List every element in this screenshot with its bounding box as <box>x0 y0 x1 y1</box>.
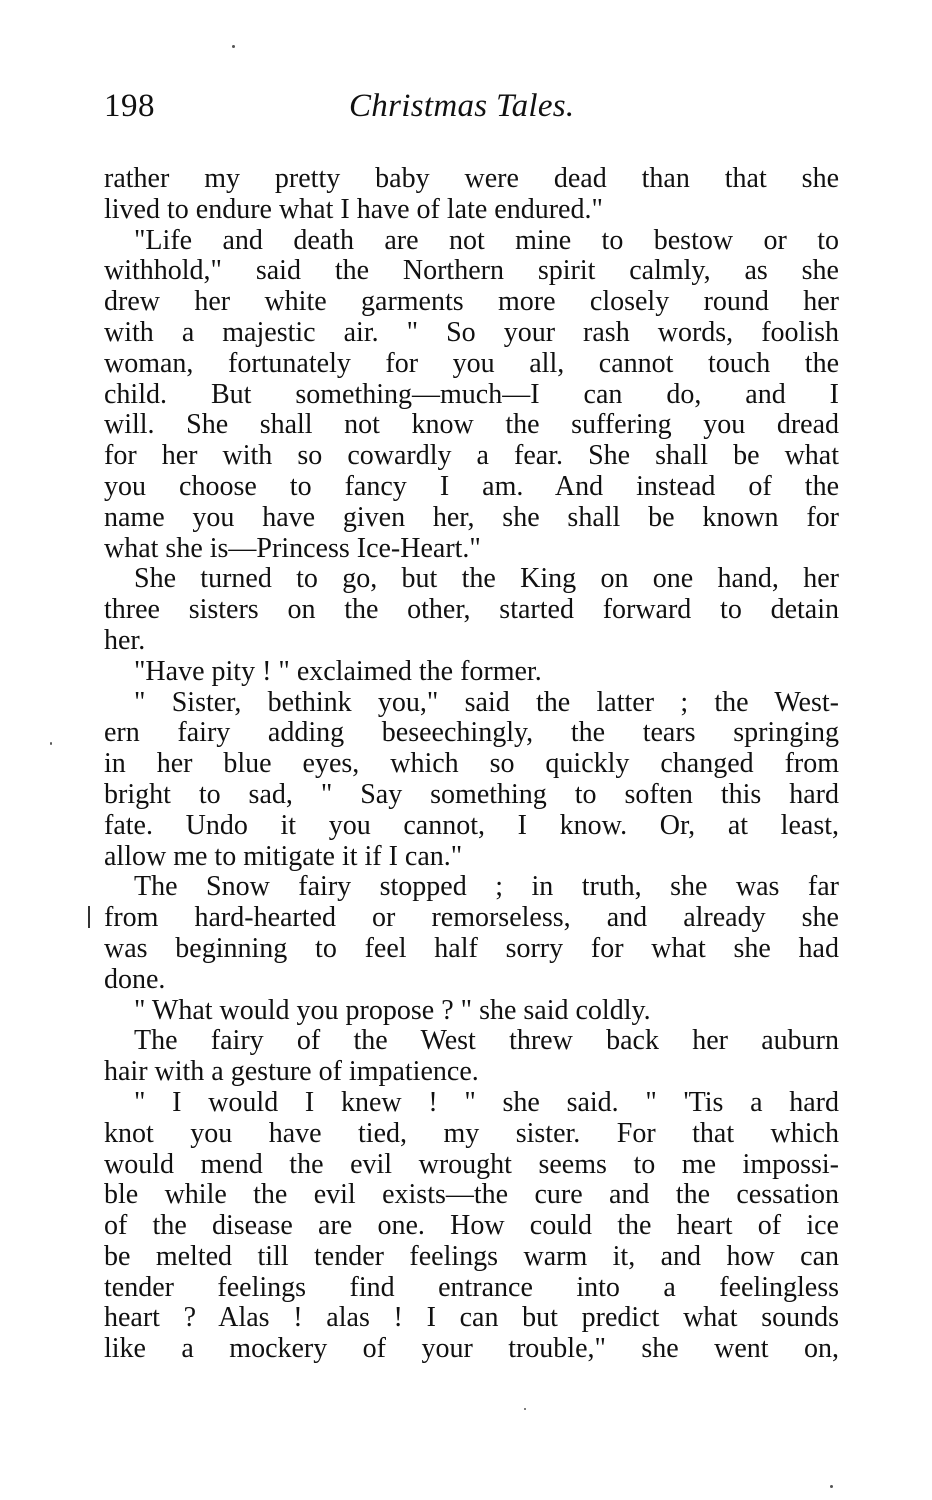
text-line: what she is—Princess Ice-Heart." <box>104 533 481 564</box>
text-line: her. <box>104 625 146 656</box>
print-speck <box>232 45 235 48</box>
text-line: will. She shall not know the suffering you dread <box>104 410 839 441</box>
text-line: woman, fortunately for you all, cannot touch the <box>104 348 839 379</box>
text-line: hair with a gesture of impatience. <box>104 1057 479 1088</box>
text-line: three sisters on the other, started forward to detain <box>104 595 839 626</box>
text-line: tender feelings find entrance into a feelingless <box>104 1272 839 1303</box>
text-line: from hard-hearted or remorseless, and already she <box>104 903 839 934</box>
text-line: done. <box>104 964 166 995</box>
text-line: "Have pity ! " exclaimed the former. <box>134 656 542 687</box>
text-line: rather my pretty baby were dead than that she <box>104 164 839 194</box>
text-line: would mend the evil wrought seems to me impossi- <box>104 1149 839 1180</box>
text-line: ern fairy adding beseechingly, the tears springing <box>104 718 839 749</box>
print-speck <box>50 742 52 745</box>
text-line: heart ? Alas ! alas ! I can but predict what sounds <box>104 1303 839 1334</box>
text-line: "Life and death are not mine to bestow or to <box>134 225 839 256</box>
text-line: in her blue eyes, which so quickly changed from <box>104 749 839 780</box>
text-line: bright to sad, " Say something to soften this hard <box>104 779 839 810</box>
text-line: of the disease are one. How could the heart of ice <box>104 1211 839 1242</box>
text-line: fate. Undo it you cannot, I know. Or, at least, <box>104 810 839 841</box>
print-speck <box>524 1408 526 1410</box>
text-line: be melted till tender feelings warm it, and how can <box>104 1241 839 1272</box>
text-line: The fairy of the West threw back her auburn <box>134 1026 839 1057</box>
page-header <box>104 88 839 138</box>
text-line: knot you have tied, my sister. For that which <box>104 1118 839 1149</box>
print-speck <box>830 1485 833 1488</box>
text-line: was beginning to feel half sorry for what she had <box>104 933 839 964</box>
text-line: for her with so cowardly a fear. She shall be what <box>104 441 839 472</box>
text-line: " Sister, bethink you," said the latter ; the West- <box>134 687 839 718</box>
text-line: She turned to go, but the King on one hand, her <box>134 564 839 595</box>
text-line: The Snow fairy stopped ; in truth, she was far <box>134 872 839 903</box>
text-line: " What would you propose ? " she said coldly. <box>134 995 651 1026</box>
margin-mark <box>88 906 90 928</box>
text-line: allow me to mitigate it if I can." <box>104 841 463 872</box>
text-line: you choose to fancy I am. And instead of the <box>104 471 839 502</box>
page-number: 198 <box>104 88 155 124</box>
text-line: child. But something—much—I can do, and I <box>104 379 839 410</box>
running-title: Christmas Tales. <box>349 88 575 124</box>
text-line: with a majestic air. " So your rash words, foolish <box>104 317 839 348</box>
text-line: ble while the evil exists—the cure and the cessation <box>104 1180 839 1211</box>
text-line: drew her white garments more closely round her <box>104 287 839 318</box>
text-line: withhold," said the Northern spirit calmly, as she <box>104 256 839 287</box>
text-line: lived to endure what I have of late endured." <box>104 194 603 225</box>
text-line: name you have given her, she shall be known for <box>104 502 839 533</box>
text-line: like a mockery of your trouble," she went on, <box>104 1334 839 1365</box>
text-line: " I would I knew ! " she said. " 'Tis a hard <box>134 1087 839 1118</box>
body-text <box>104 164 839 1365</box>
